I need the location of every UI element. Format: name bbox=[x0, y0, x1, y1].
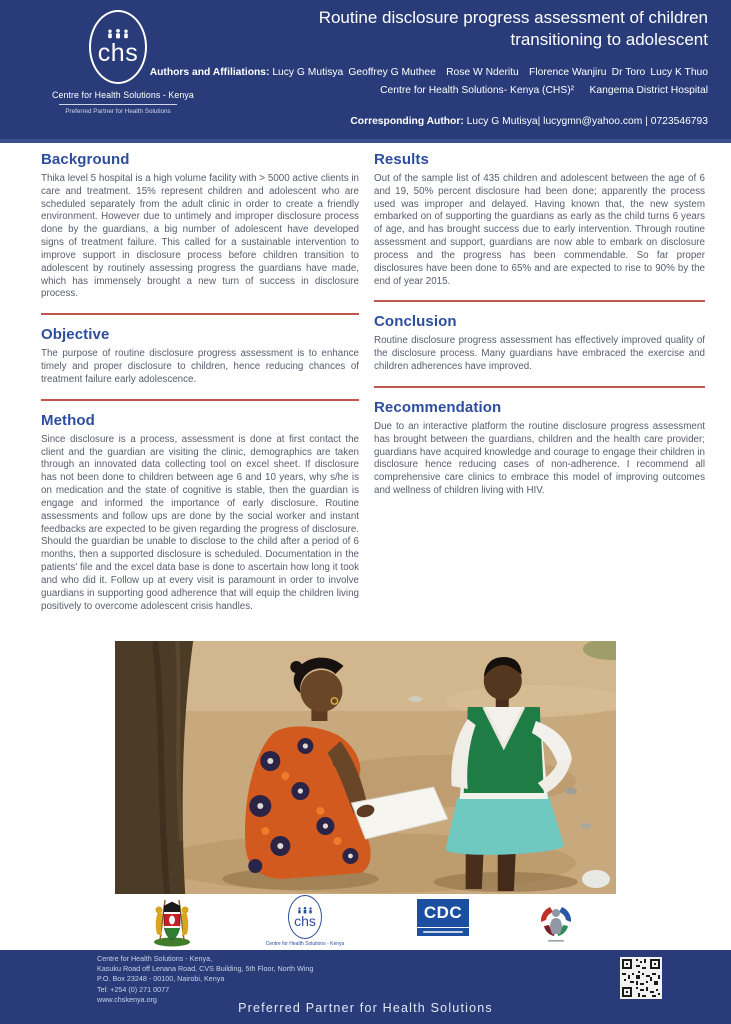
cdc-logo-text: CDC bbox=[417, 899, 469, 927]
corresponding-author bbox=[350, 116, 708, 127]
header-banner bbox=[0, 0, 731, 143]
footer-website: www.chskenya.org bbox=[97, 994, 157, 1004]
chs-logo-emblem bbox=[89, 10, 147, 84]
counseling-photo-illustration bbox=[115, 641, 616, 894]
chs-small-abbr: chs bbox=[294, 912, 316, 929]
section-objective bbox=[41, 326, 359, 386]
authors-label: Authors and Affiliations: bbox=[149, 67, 270, 78]
footer-tagline: Preferred Partner for Health Solutions bbox=[238, 1001, 493, 1015]
logo-divider bbox=[59, 104, 177, 105]
people-icon bbox=[105, 29, 131, 39]
section-conclusion-title: Conclusion bbox=[374, 313, 457, 331]
kenya-coat-of-arms-icon bbox=[150, 897, 194, 952]
section-results-body: Out of the sample list of 435 children and adolescent between the age of 6 and 19, 50% percent disclosure had been done; apparently the process used was improper and delayed. Having known that, the new system embarked on of supporting the guardians as early as the child turns 6 years of age, and has brought success due to early intervention. Through routine assessment and support, guardians are now able to embark on disclosure process and the progress has been commendable. So far proper disclosures have been done to 65% and are expected to rise to 90% by the end of year 2015. bbox=[374, 173, 705, 287]
chs-logo-tagline: Preferred Partner for Health Solutions bbox=[65, 108, 171, 115]
authors-names: Lucy G Mutisya Geoffrey G Muthee Rose W Nderitu Florence Wanjiru Dr Toro Lucy K Thuo bbox=[272, 67, 708, 78]
section-recommendation bbox=[374, 399, 705, 498]
section-conclusion bbox=[374, 313, 705, 373]
authors-block bbox=[148, 64, 708, 100]
section-objective-title: Objective bbox=[41, 326, 110, 344]
section-divider bbox=[374, 386, 705, 388]
section-background-title: Background bbox=[41, 151, 130, 168]
chs-logo-abbr: chs bbox=[97, 38, 139, 67]
footer-address-line: P.O. Box 23248 - 00100, Nairobi, Kenya bbox=[97, 974, 225, 984]
left-column bbox=[41, 151, 359, 613]
section-divider bbox=[41, 313, 359, 315]
section-results-title: Results bbox=[374, 151, 429, 168]
section-method-body: Since disclosure is a process, assessment is done at first contact the client and the guardian are visiting the clinic, demographics are taken through an innovated data collecting tool on excel sheet. If disclosure has not been done to children between age 6 and 10 years, why s/he is on medication and the state of cognitive is stable, then the guardian is engage and informed the importance of early disclosure. Routine assessments and follow ups are done by the social worker and instant feedbacks are expected to be given regarding the progress of disclosure. Should the guardian be unable to disclose to the child after a period of 6 months, then a supported disclosure is scheduled. Documentation in the patients' file and the excel data base is done to ascertain how long it took and who did it. Follow up at every visit is paramount in order to involve guardians in supporting good adherence that will equip the children living positively to overcome adolescent crisis handles. bbox=[41, 433, 359, 612]
chs-logo-org-name: Centre for Health Solutions - Kenya bbox=[52, 90, 194, 100]
corresponding-label: Corresponding Author: bbox=[350, 116, 464, 127]
poster-title: Routine disclosure progress assessment of children transitioning to adolescent bbox=[318, 8, 708, 50]
footer-address-line: Kasuku Road off Lenana Road, CVS Building, 5th Floor, North Wing bbox=[97, 964, 314, 974]
authors-line bbox=[148, 64, 708, 82]
section-background bbox=[41, 151, 359, 301]
partner-logos-strip bbox=[0, 894, 731, 950]
cdc-logo bbox=[417, 899, 469, 936]
section-divider bbox=[41, 399, 359, 401]
footer-banner bbox=[0, 950, 731, 1024]
chs-small-caption: Centre for Health Solutions - Kenya bbox=[265, 941, 345, 947]
footer-address bbox=[97, 954, 313, 1005]
right-column bbox=[374, 151, 705, 498]
partner-organization-icon bbox=[534, 898, 578, 951]
footer-address-line: Tel: +254 (0) 271 0077 bbox=[97, 984, 170, 994]
section-method-title: Method bbox=[41, 411, 95, 429]
corresponding-value: Lucy G Mutisya| lucygmn@yahoo.com | 0723546793 bbox=[466, 116, 708, 127]
footer-address-line: Centre for Health Solutions - Kenya, bbox=[97, 954, 213, 963]
section-recommendation-title: Recommendation bbox=[374, 398, 502, 416]
section-objective-body: The purpose of routine disclosure progress assessment is to enhance timely and proper disclosure to children, hence reducing chances of treatment failure early adolescence. bbox=[41, 348, 359, 385]
section-divider bbox=[374, 300, 705, 302]
chs-logo-small bbox=[255, 895, 355, 947]
section-method bbox=[41, 412, 359, 614]
section-results bbox=[374, 151, 705, 288]
chs-small-emblem bbox=[288, 895, 322, 939]
section-recommendation-body: Due to an interactive platform the routine disclosure progress assessment has brought between the guardians, children and the health care provider; guardians have acquired knowledge and courage to engage their children in disclosure hence reducing cases of non-adherence. I recommend all comprehensive care clinics to embrace this model of improving outcomes and wellness of children living with HIV. bbox=[374, 420, 705, 497]
qr-code bbox=[620, 957, 662, 999]
section-conclusion-body: Routine disclosure progress assessment has effectively improved quality of the disclosure process. Many guardians have embraced the exercise and children adherences have improved. bbox=[374, 335, 705, 373]
cdc-logo-small-text bbox=[417, 927, 469, 936]
section-background-body: Thika level 5 hospital is a high volume facility with > 5000 active clients in care and treatment. 15% represent children and adolescent who are scheduled separately from the adult clinic in order to create a friendly environment. However due to untimely and improper disclosure process done by the guardians, a big number of adolescent have developed signs of treatment failure. This called for a sustainable intervention to improve support in disclosure process before children transition to adolescent by routinely assessing progress the guardians have made, which has immensely brought a new turn of success in disclosure process. bbox=[41, 173, 359, 300]
counseling-photo bbox=[115, 641, 616, 894]
affiliations-line: Centre for Health Solutions- Kenya (CHS)² Kangema District Hospital bbox=[380, 85, 708, 97]
